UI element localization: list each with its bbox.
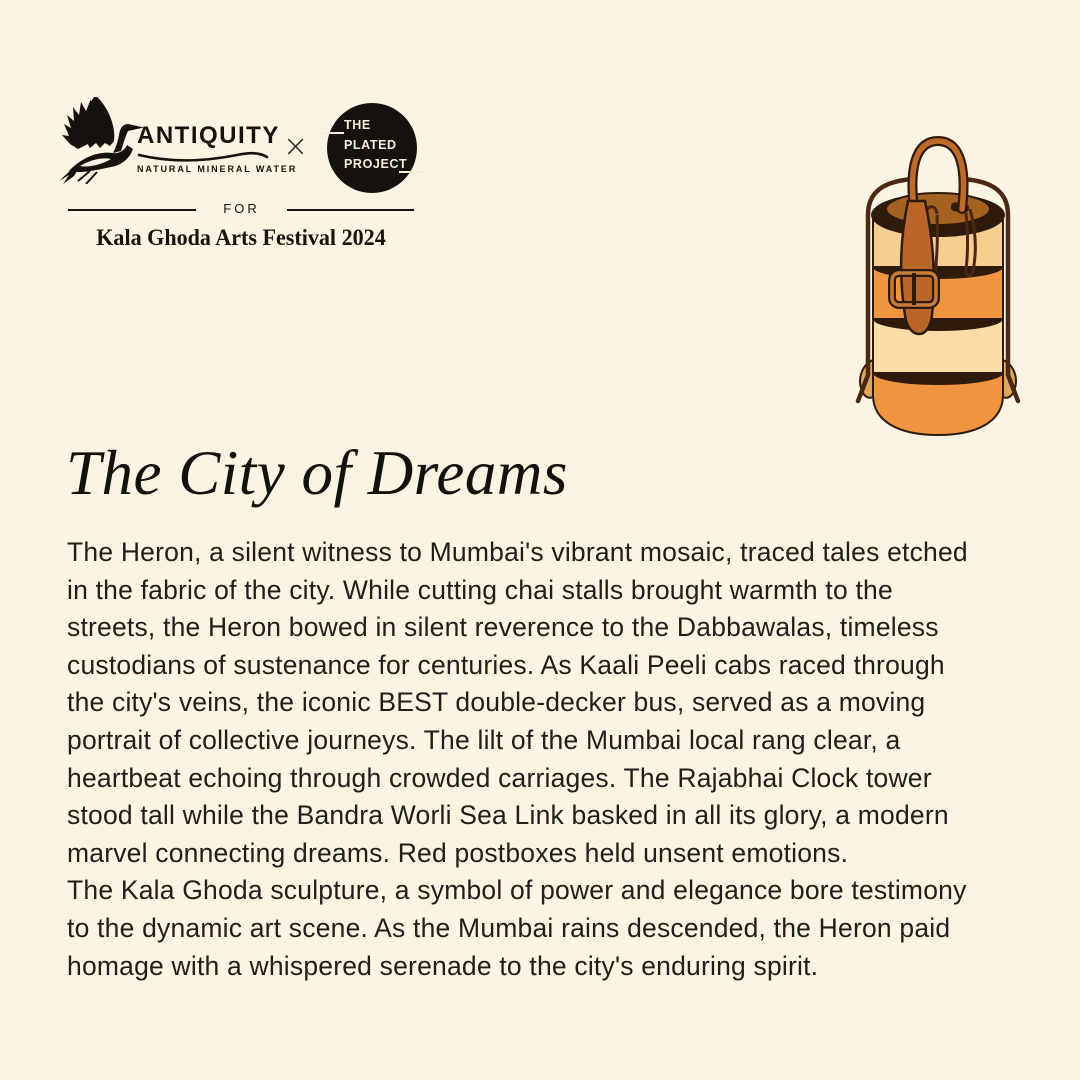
story-line: to the dynamic art scene. As the Mumbai rains descended, the Heron paid: [67, 912, 951, 943]
story-line: The Kala Ghoda sculpture, a symbol of power and elegance bore testimony: [67, 875, 967, 906]
story-line: streets, the Heron bowed in silent reverence to the Dabbawalas, timeless: [67, 612, 939, 643]
heron-logo-icon: [56, 96, 146, 184]
plated-line: PLATED: [344, 137, 397, 152]
divider-line-right: [287, 209, 414, 211]
divider-line-left: [68, 209, 196, 211]
story-title: The City of Dreams: [66, 438, 568, 508]
story-body: [67, 534, 1027, 985]
tiffin-strap: [901, 201, 934, 334]
for-label: FOR: [223, 201, 260, 216]
story-line: heartbeat echoing through crowded carriages. The Rajabhai Clock tower: [67, 762, 932, 793]
story-line: The Heron, a silent witness to Mumbai's vibrant mosaic, traced tales etched: [67, 537, 968, 567]
plated-project-logo: [327, 103, 417, 193]
plated-rule-left: [322, 132, 344, 134]
plated-line: PROJECT: [344, 157, 408, 171]
antiquity-wordmark: ANTIQUITY: [137, 122, 280, 149]
festival-title: Kala Ghoda Arts Festival 2024: [96, 225, 386, 250]
story-line: custodians of sustenance for centuries. As Kaali Peeli cabs raced through: [67, 649, 945, 680]
antiquity-swoosh-icon: [137, 151, 269, 163]
antiquity-tagline: NATURAL MINERAL WATER: [137, 164, 298, 174]
antiquity-logo: [137, 122, 298, 174]
story-line: in the fabric of the city. While cutting chai stalls brought warmth to the: [67, 574, 893, 605]
story-line: stood tall while the Bandra Worli Sea Link basked in all its glory, a modern: [67, 800, 949, 831]
collab-x-icon: ×: [283, 129, 309, 164]
story-line: marvel connecting dreams. Red postboxes held unsent emotions.: [67, 837, 849, 868]
plated-line: THE: [344, 118, 371, 132]
tiffin-illustration: [850, 123, 1025, 443]
story-line: homage with a whispered serenade to the city's enduring spirit.: [67, 950, 819, 981]
story-line: the city's veins, the iconic BEST double-decker bus, served as a moving: [67, 687, 926, 718]
plated-project-text: [344, 116, 407, 175]
story-line: portrait of collective journeys. The lilt of the Mumbai local rang clear, a: [67, 724, 901, 755]
